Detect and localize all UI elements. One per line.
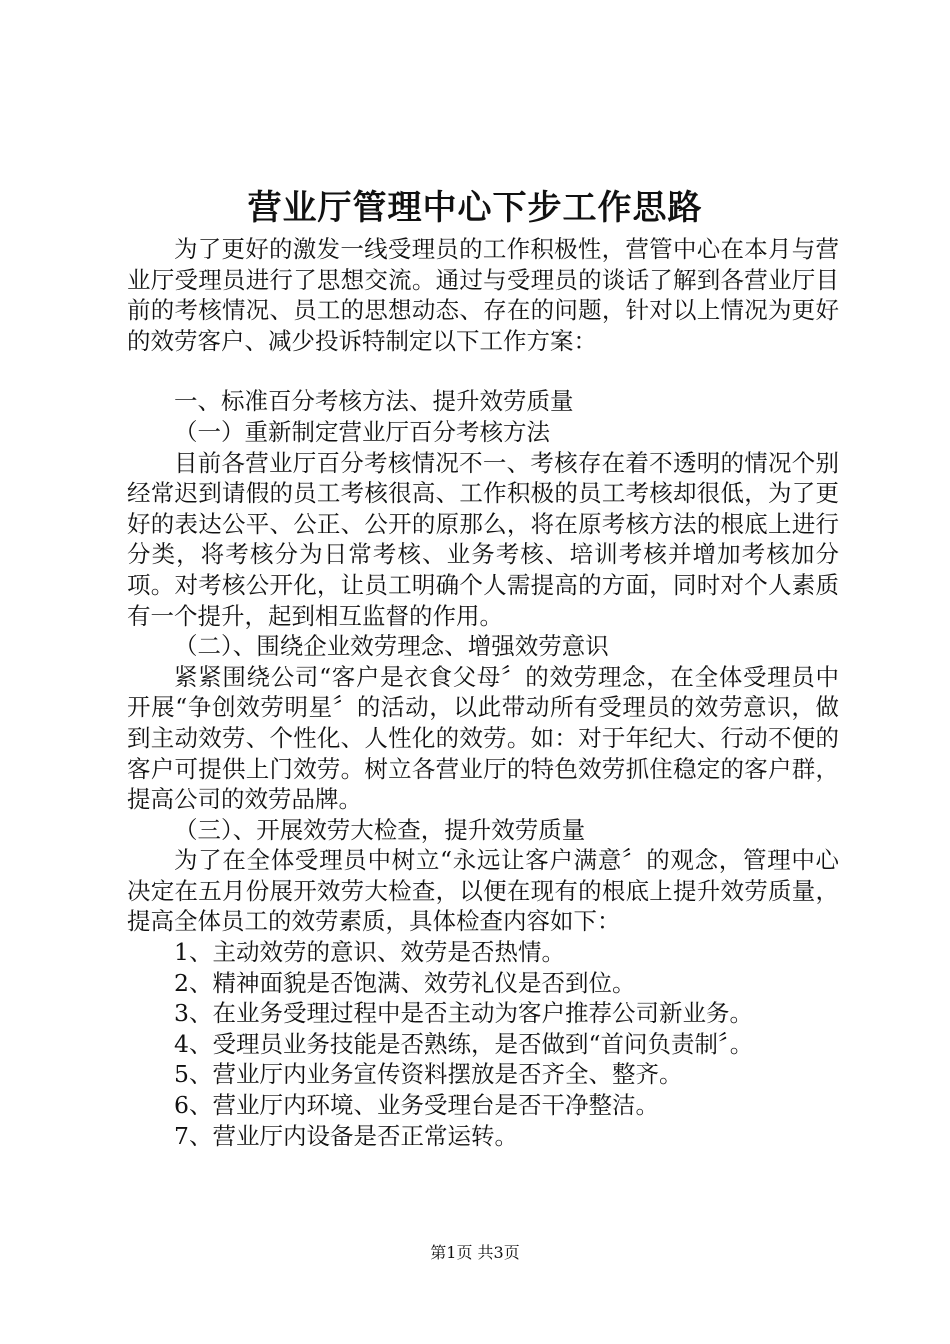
checklist-item: 3、在业务受理过程中是否主动为客户推荐公司新业务。: [174, 999, 753, 1028]
section-heading: 一、标准百分考核方法、提升效劳质量: [174, 387, 574, 416]
checklist-item: 5、营业厅内业务宣传资料摆放是否齐全、整齐。: [174, 1060, 683, 1089]
subsection-heading: （二）、围绕企业效劳理念、增强效劳意识: [174, 632, 609, 661]
checklist-item: 6、营业厅内环境、业务受理台是否干净整洁。: [174, 1091, 659, 1120]
subsection-heading: （一）重新制定营业厅百分考核方法: [174, 417, 550, 446]
checklist-item: 2、精神面貌是否饱满、效劳礼仪是否到位。: [174, 968, 636, 997]
checklist-item: 7、营业厅内设备是否正常运转。: [174, 1121, 518, 1150]
page-footer: 第1页 共3页: [430, 1243, 520, 1262]
checklist-item: 4、受理员业务技能是否熟练，是否做到“首问负责制〞。: [174, 1029, 754, 1058]
body-paragraph: 为了在全体受理员中树立“永远让客户满意〞的观念，管理中心决定在五月份展开效劳大检查，以便在现有的根底上提升效劳质量，提高全体员工的效劳素质，具体检查内容如下：: [127, 846, 839, 936]
document-body: [127, 234, 839, 1151]
body-paragraph: 紧紧围绕公司“客户是衣食父母〞的效劳理念，在全体受理员中开展“争创效劳明星〞的活动，以此带动所有受理员的效劳意识，做到主动效劳、个性化、人性化的效劳。如：对于年纪大、行动不便的客户可提供上门效劳。树立各营业厅的特色效劳抓住稳定的客户群，提高公司的效劳品牌。: [127, 662, 839, 814]
body-paragraph: 目前各营业厅百分考核情况不一、考核存在着不透明的情况个别经常迟到请假的员工考核很高、工作积极的员工考核却很低，为了更好的表达公平、公正、公开的原那么，将在原考核方法的根底上进行分类，将考核分为日常考核、业务考核、培训考核并增加考核加分项。对考核公开化，让员工明确个人需提高的方面，同时对个人素质有一个提升，起到相互监督的作用。: [127, 448, 839, 630]
subsection-heading: （三）、开展效劳大检查，提升效劳质量: [174, 815, 586, 844]
intro-paragraph: 为了更好的激发一线受理员的工作积极性，营管中心在本月与营业厅受理员进行了思想交流。通过与受理员的谈话了解到各营业厅目前的考核情况、员工的思想动态、存在的问题，针对以上情况为更好的效劳客户、减少投诉特制定以下工作方案：: [127, 235, 839, 355]
checklist-item: 1、主动效劳的意识、效劳是否热情。: [174, 938, 565, 967]
document-title: 营业厅管理中心下步工作思路: [247, 188, 703, 228]
